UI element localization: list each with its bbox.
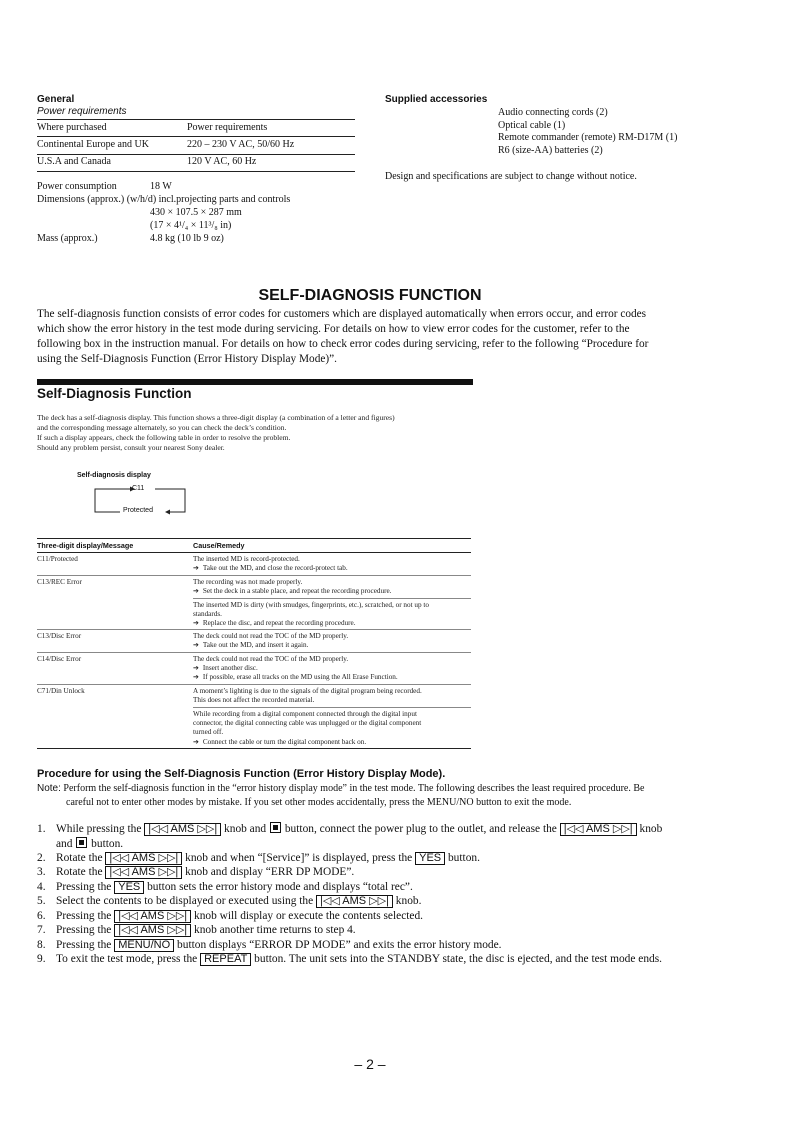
step-6 (37, 909, 737, 924)
step-text: button. (91, 838, 124, 850)
cause-line: standards. (193, 610, 222, 619)
ams-knob[interactable]: |◁◁ AMS ▷▷| (105, 866, 182, 879)
step-number: 2. (37, 852, 46, 864)
intro-line: using the Self-Diagnosis Function (Error History Display Mode)”. (37, 353, 337, 365)
power-table (37, 122, 355, 172)
diagram-protected: Protected (123, 507, 153, 514)
box-text (37, 413, 477, 453)
general-heading: General (37, 94, 75, 105)
step-text: Rotate the (56, 852, 103, 864)
ams-knob[interactable]: |◁◁ AMS ▷▷| (114, 910, 191, 923)
step-text: button. The unit sets into the STANDBY state, the disc is ejected, and the test mode ends. (254, 953, 662, 965)
procedure-heading: Procedure for using the Self-Diagnosis Function (Error History Display Mode). (37, 768, 446, 780)
note-line: careful not to enter other modes by mistake. If you set other modes accidentally, press the MENU/NO button to exit the mode. (66, 797, 572, 808)
power-cell: 120 V AC, 60 Hz (187, 156, 257, 167)
error-code: C13/Disc Error (37, 632, 82, 640)
step-text: Pressing the (56, 939, 112, 951)
step-text: knob. (395, 895, 422, 907)
list-item: Optical cable (1) (498, 119, 566, 131)
table-row (193, 555, 348, 573)
step-text: knob and (224, 823, 267, 835)
error-code: C13/REC Error (37, 578, 82, 586)
step-text: and (56, 838, 73, 850)
note-label: Note: (37, 783, 61, 794)
diagram-title: Self-diagnosis display (77, 472, 151, 479)
cause-line: The inserted MD is record-protected. (193, 555, 300, 563)
step-2 (37, 851, 737, 866)
cause-line: This does not affect the recorded material. (193, 696, 315, 705)
box-top-bar (37, 379, 473, 385)
ams-knob[interactable]: |◁◁ AMS ▷▷| (114, 924, 191, 937)
intro-line: following box in the instruction manual. For details on how to check error codes during servicing, refer to the following “Procedure for (37, 338, 649, 350)
table-row (37, 139, 355, 155)
box-text-line: and the corresponding message alternately, so you can check the deck’s condition. (37, 423, 287, 432)
menu-no-button[interactable]: MENU/NO (114, 939, 174, 952)
step-text: Pressing the (56, 881, 112, 893)
remedy-line: ➔ Connect the cable or turn the digital component back on. (193, 738, 421, 747)
step-text: button sets the error history mode and displays “total rec”. (147, 881, 413, 893)
error-code: C14/Disc Error (37, 655, 82, 663)
list-item: Audio connecting cords (2) (498, 107, 608, 118)
step-4 (37, 880, 737, 895)
cause-line: A moment’s lighting is due to the signals of the digital program being recorded. (193, 687, 422, 695)
step-text: Pressing the (56, 910, 112, 922)
accessories-heading: Supplied accessories (385, 94, 488, 105)
step-1-cont (37, 837, 756, 852)
step-3 (37, 865, 737, 880)
error-code: C11/Protected (37, 555, 78, 563)
ams-knob[interactable]: |◁◁ AMS ▷▷| (144, 823, 221, 836)
mass-label: Mass (approx.) (37, 233, 98, 244)
step-number: 8. (37, 939, 46, 951)
dimensions-in: (17 × 4¹/₄ × 11³/₈ in) (150, 220, 232, 231)
cause-line: turned off. (193, 728, 224, 737)
header-where: Where purchased (37, 122, 107, 133)
table-row (193, 655, 398, 683)
step-text: Select the contents to be displayed or executed using the (56, 895, 314, 907)
power-consumption-value: 18 W (150, 181, 172, 192)
box-heading: Self-Diagnosis Function (37, 386, 192, 401)
step-number: 9. (37, 953, 46, 965)
intro-line: The self-diagnosis function consists of error codes for customers which are displayed automatically when errors occur, and error codes (37, 308, 647, 320)
step-number: 7. (37, 924, 46, 936)
ams-knob[interactable]: |◁◁ AMS ▷▷| (560, 823, 637, 836)
cause-line: The inserted MD is dirty (with smudges, fingerprints, etc.), scratched, or not up to (193, 601, 429, 609)
yes-button[interactable]: YES (415, 852, 445, 865)
intro-line: which show the error history in the test mode during servicing. For details on how to view error codes for the customer, refer to the (37, 323, 630, 335)
spec-change-note: Design and specifications are subject to change without notice. (385, 171, 637, 182)
diagram-c11: C11 (132, 485, 145, 492)
accessories-list (498, 107, 677, 157)
remedy-line: ➔ Set the deck in a stable place, and repeat the recording procedure. (193, 587, 391, 596)
table-row (193, 687, 422, 705)
step-text: button, connect the power plug to the outlet, and release the (284, 823, 557, 835)
step-number: 3. (37, 866, 46, 878)
dimensions-label: Dimensions (approx.) (w/h/d) incl.projecting parts and controls (37, 194, 291, 205)
step-text: knob and when “[Service]” is displayed, press the (185, 852, 413, 864)
error-code: C71/Din Unlock (37, 687, 85, 695)
stop-button-icon[interactable] (270, 822, 281, 833)
step-number: 6. (37, 910, 46, 922)
ams-knob[interactable]: |◁◁ AMS ▷▷| (105, 852, 182, 865)
col-header-cause: Cause/Remedy (193, 541, 245, 550)
remedy-line: ➔ If possible, erase all tracks on the MD using the All Erase Function. (193, 673, 398, 682)
table-row (193, 710, 421, 747)
region-cell: Continental Europe and UK (37, 139, 149, 150)
cause-line: The deck could not read the TOC of the MD properly. (193, 655, 349, 663)
remedy-line: ➔ Insert another disc. (193, 664, 398, 673)
region-cell: U.S.A and Canada (37, 156, 111, 167)
note-line: Perform the self-diagnosis function in the “error history display mode” in the test mode. The following describes the least required procedure. Be (63, 783, 645, 794)
cause-line: While recording from a digital component connected through the digital input (193, 710, 417, 718)
step-text: Pressing the (56, 924, 112, 936)
step-text: To exit the test mode, press the (56, 953, 198, 965)
header-power: Power requirements (187, 122, 268, 133)
step-text: knob (639, 823, 663, 835)
list-item: R6 (size-AA) batteries (2) (498, 144, 603, 156)
step-text: button. (447, 852, 480, 864)
step-text: Rotate the (56, 866, 103, 878)
table-row (193, 578, 391, 596)
step-8 (37, 938, 737, 953)
step-number: 1. (37, 823, 46, 835)
power-cell: 220 – 230 V AC, 50/60 Hz (187, 139, 295, 150)
page-number: – 2 – (354, 1056, 386, 1072)
dimensions-mm: 430 × 107.5 × 287 mm (150, 207, 242, 218)
step-5 (37, 894, 737, 909)
step-text: knob another time returns to step 4. (194, 924, 356, 936)
table-row (193, 632, 348, 650)
stop-button-icon[interactable] (76, 837, 87, 848)
step-number: 4. (37, 881, 46, 893)
step-1 (37, 822, 737, 837)
box-text-line: The deck has a self-diagnosis display. This function shows a three-digit display (a combination of a letter and figures) (37, 413, 395, 422)
yes-button[interactable]: YES (114, 881, 144, 894)
remedy-line: ➔ Take out the MD, and close the record-protect tab. (193, 564, 348, 573)
step-text: knob will display or execute the contents selected. (194, 910, 424, 922)
cause-line: connector, the digital connecting cable was unplugged or the digital component (193, 719, 422, 728)
repeat-button[interactable]: REPEAT (200, 953, 251, 966)
table-row (193, 601, 429, 629)
page-title: SELF-DIAGNOSIS FUNCTION (258, 287, 482, 304)
box-text-line: If such a display appears, check the following table in order to resolve the problem. (37, 433, 291, 442)
step-9 (37, 952, 737, 967)
cause-line: The recording was not made properly. (193, 578, 303, 586)
step-text: button displays “ERROR DP MODE” and exits the error history mode. (177, 939, 502, 951)
list-item: Remote commander (remote) RM-D17M (1) (498, 132, 678, 143)
power-requirements-subheading: Power requirements (37, 106, 127, 117)
power-consumption-label: Power consumption (37, 181, 117, 192)
box-text-line: Should any problem persist, consult your nearest Sony dealer. (37, 443, 225, 452)
cause-line: The deck could not read the TOC of the MD properly. (193, 632, 349, 640)
table-row (37, 156, 355, 172)
procedure-note (37, 782, 757, 810)
step-text: knob and display “ERR DP MODE”. (185, 866, 355, 878)
col-header-code: Three-digit display/Message (37, 541, 134, 550)
intro-paragraph (37, 307, 757, 367)
ams-knob[interactable]: |◁◁ AMS ▷▷| (316, 895, 393, 908)
step-text: While pressing the (56, 823, 142, 835)
step-7 (37, 923, 737, 938)
step-number: 5. (37, 895, 46, 907)
remedy-line: ➔ Take out the MD, and insert it again. (193, 641, 348, 650)
remedy-line: ➔ Replace the disc, and repeat the recording procedure. (193, 619, 429, 628)
mass-value: 4.8 kg (10 lb 9 oz) (150, 233, 224, 244)
